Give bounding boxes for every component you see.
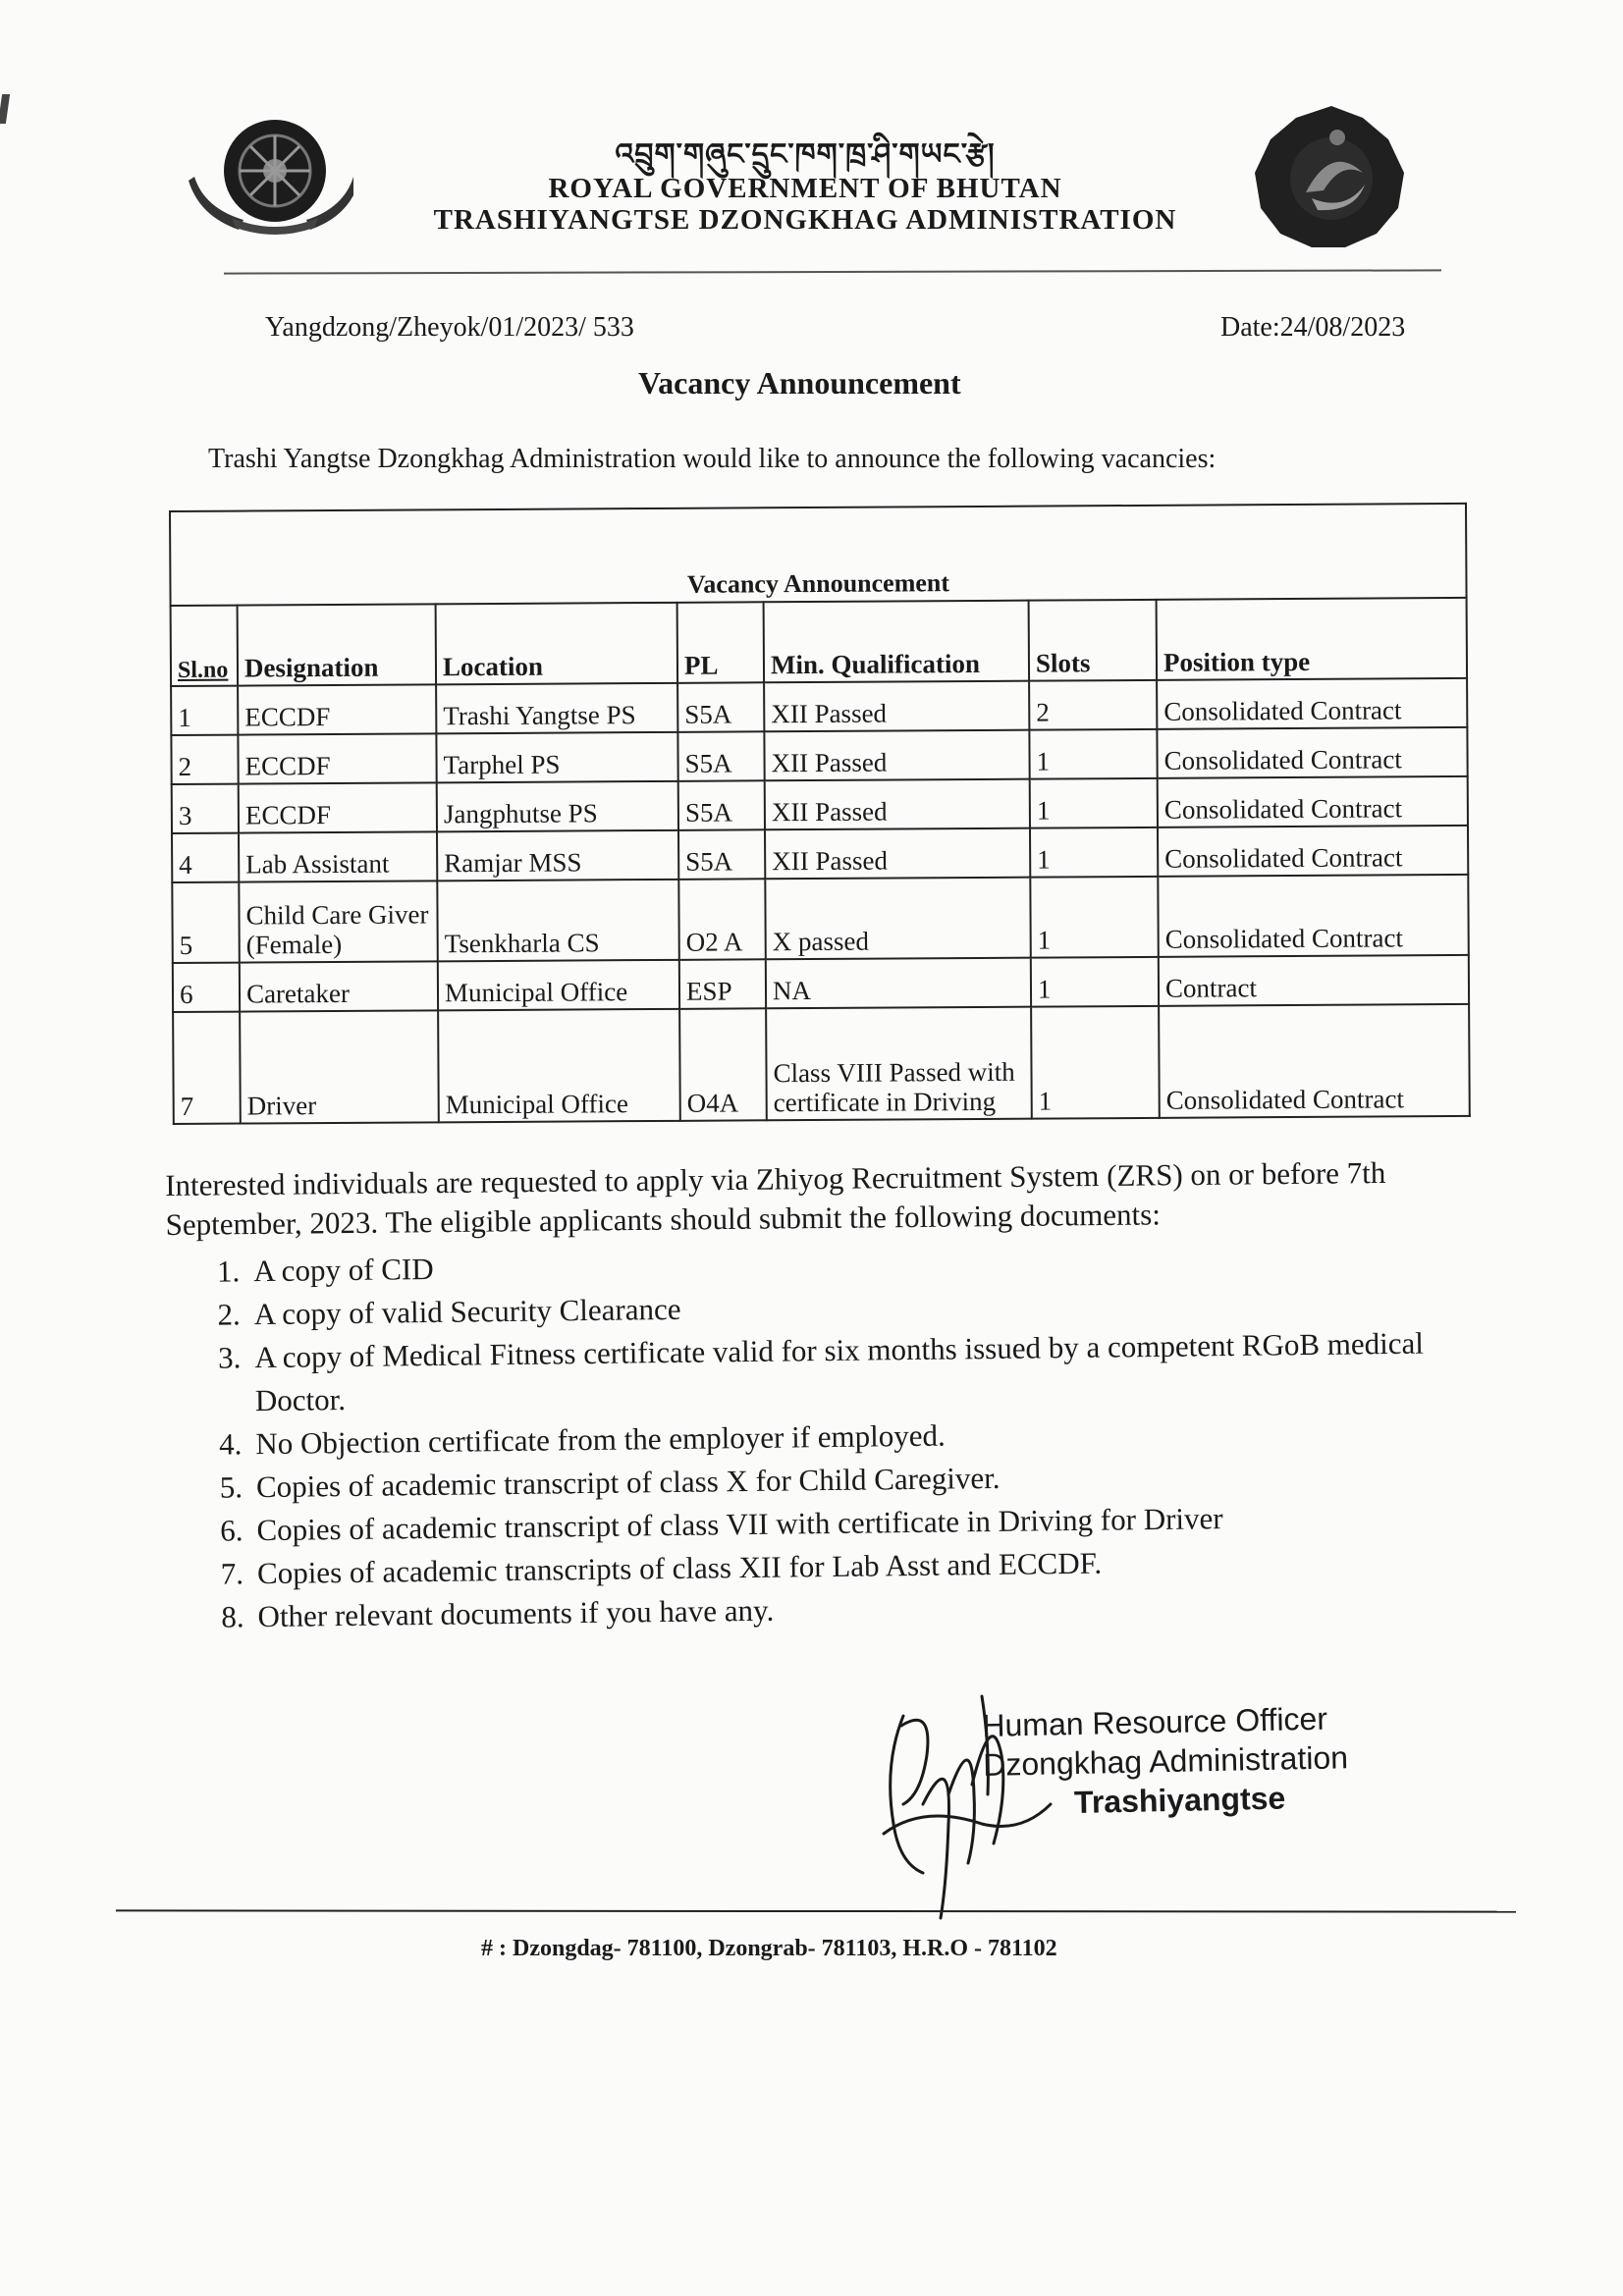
- table-cell: Child Care Giver (Female): [239, 881, 437, 962]
- signatory-block: [982, 1698, 1349, 1824]
- table-cell: Class VIII Passed with certificate in Driving: [766, 1007, 1032, 1121]
- footer-divider: [116, 1909, 1516, 1912]
- table-cell: S5A: [678, 780, 765, 830]
- table-cell: Lab Assistant: [239, 831, 437, 881]
- table-row: [173, 955, 1469, 1012]
- table-cell: XII Passed: [764, 730, 1029, 781]
- table-cell: 3: [172, 784, 239, 833]
- list-item-text: Copies of academic transcript of class VII with certificate in Driving for Driver: [256, 1501, 1223, 1548]
- table-cell: NA: [766, 958, 1031, 1009]
- list-item-number: 2.: [217, 1297, 242, 1332]
- letterhead-administration-name: TRASHIYANGTSE DZONGKHAG ADMINISTRATION: [433, 204, 1177, 236]
- table-cell: S5A: [678, 829, 765, 880]
- table-cell: Consolidated Contract: [1158, 875, 1469, 957]
- column-header: Position type: [1157, 598, 1468, 680]
- table-cell: 1: [1030, 877, 1158, 958]
- list-item-number: 1.: [216, 1254, 241, 1289]
- list-item-number: 8.: [221, 1599, 244, 1634]
- table-cell: 1: [1031, 957, 1159, 1007]
- table-row: [171, 727, 1467, 784]
- table-cell: 6: [173, 963, 240, 1012]
- reference-number: Yangdzong/Zheyok/01/2023/ 533: [265, 312, 634, 343]
- table-cell: Consolidated Contract: [1159, 1004, 1470, 1118]
- table-cell: S5A: [677, 731, 764, 781]
- letter-date: Date:24/08/2023: [1220, 312, 1406, 343]
- vacancy-table-wrapper: [169, 503, 1469, 1125]
- table-cell: Driver: [240, 1010, 439, 1123]
- list-item-text: A copy of valid Security Clearance: [253, 1291, 681, 1332]
- column-header: Min. Qualification: [764, 601, 1029, 683]
- table-cell: ECCDF: [238, 684, 436, 734]
- table-cell: Consolidated Contract: [1157, 727, 1467, 778]
- list-item-text: A copy of CID: [253, 1251, 434, 1289]
- required-documents-list: [187, 1235, 1488, 1639]
- column-header: Location: [436, 603, 677, 685]
- table-cell: 1: [1031, 1006, 1160, 1119]
- dzongkhag-emblem-icon: [1247, 104, 1416, 249]
- header-divider: [224, 269, 1441, 274]
- letterhead-government-name: ROYAL GOVERNMENT OF BHUTAN: [548, 173, 1062, 204]
- scan-corner-mark: [0, 94, 10, 124]
- column-header: Designation: [238, 604, 436, 685]
- table-cell: Trashi Yangtse PS: [436, 683, 677, 734]
- vacancy-table: [169, 503, 1471, 1125]
- table-cell: O4A: [679, 1008, 767, 1121]
- table-cell: Municipal Office: [438, 960, 679, 1011]
- table-cell: Ramjar MSS: [437, 830, 678, 881]
- table-row: [171, 678, 1467, 735]
- table-cell: Tarphel PS: [436, 732, 677, 783]
- letterhead: [373, 137, 1237, 236]
- list-item-text: Copies of academic transcript of class X for Child Caregiver.: [255, 1460, 1001, 1505]
- table-cell: Jangphutse PS: [437, 781, 678, 832]
- table-cell: Consolidated Contract: [1158, 776, 1468, 828]
- table-cell: 2: [171, 735, 238, 784]
- table-cell: 1: [1030, 778, 1158, 828]
- table-cell: X passed: [765, 878, 1030, 960]
- list-item-number: 6.: [220, 1513, 243, 1548]
- table-cell: XII Passed: [765, 828, 1030, 880]
- table-row: [172, 826, 1468, 882]
- table-cell: ECCDF: [238, 733, 436, 783]
- page-title: Vacancy Announcement: [638, 365, 961, 400]
- table-cell: XII Passed: [764, 681, 1029, 732]
- signatory-location: Trashiyangtse: [1073, 1780, 1286, 1821]
- table-cell: Consolidated Contract: [1158, 826, 1468, 877]
- list-item-number: 4.: [218, 1426, 243, 1462]
- table-cell: XII Passed: [765, 779, 1030, 830]
- table-cell: Tsenkharla CS: [437, 880, 678, 962]
- list-item: [188, 1321, 1485, 1423]
- table-cell: ECCDF: [239, 782, 437, 832]
- column-header: PL: [677, 602, 764, 683]
- letterhead-dzongkha-title: འབྲུག་གཞུང་དྲུང་ཁག་ཁྲ་ཤི་གཡང་རྩེ།: [615, 137, 996, 172]
- table-cell: Municipal Office: [438, 1009, 680, 1123]
- table-cell: 2: [1029, 680, 1157, 730]
- list-item-number: 3.: [217, 1340, 242, 1375]
- column-header: Sl.no: [171, 606, 238, 686]
- list-item-text: Other relevant documents if you have any.: [257, 1592, 775, 1634]
- table-cell: 1: [1029, 729, 1157, 779]
- royal-emblem-icon: [185, 110, 353, 238]
- table-header-row: [171, 598, 1468, 686]
- table-cell: Consolidated Contract: [1157, 678, 1467, 729]
- table-cell: 5: [172, 882, 239, 963]
- list-item-text: Copies of academic transcripts of class XII for Lab Asst and ECCDF.: [256, 1545, 1103, 1591]
- table-cell: Contract: [1159, 955, 1469, 1006]
- table-row: [172, 875, 1469, 963]
- signatory-office: Dzongkhag Administration: [982, 1739, 1349, 1783]
- list-item-text: No Objection certificate from the employer if employed.: [255, 1417, 946, 1462]
- table-row: [172, 776, 1468, 833]
- table-cell: 1: [1030, 828, 1158, 878]
- table-cell: Caretaker: [240, 961, 438, 1011]
- list-item-text: A copy of Medical Fitness certificate valid for six months issued by a competent RGoB medical Doctor.: [254, 1325, 1425, 1418]
- application-instructions: Interested individuals are requested to apply via Zhiyog Recruitment System (ZRS) on or before 7th September, 2023. The eligible applicants should submit the following documents:: [165, 1154, 1386, 1242]
- table-cell: S5A: [677, 682, 764, 732]
- list-item-number: 7.: [220, 1556, 244, 1591]
- column-header: Slots: [1029, 600, 1157, 681]
- table-caption: Vacancy Announcement: [170, 504, 1467, 606]
- table-cell: ESP: [679, 959, 766, 1009]
- signatory-title: Human Resource Officer: [982, 1700, 1328, 1743]
- footer-contacts: # : Dzongdag- 781100, Dzongrab- 781103, H.R.O - 781102: [481, 1936, 1057, 1961]
- table-cell: 4: [172, 833, 239, 882]
- intro-text: Trashi Yangtse Dzongkhag Administration would like to announce the following vacancies:: [208, 444, 1217, 474]
- table-cell: 1: [171, 686, 238, 735]
- list-item-number: 5.: [219, 1469, 243, 1505]
- table-cell: O2 A: [678, 879, 765, 960]
- table-cell: 7: [173, 1012, 241, 1124]
- table-row: [173, 1004, 1470, 1124]
